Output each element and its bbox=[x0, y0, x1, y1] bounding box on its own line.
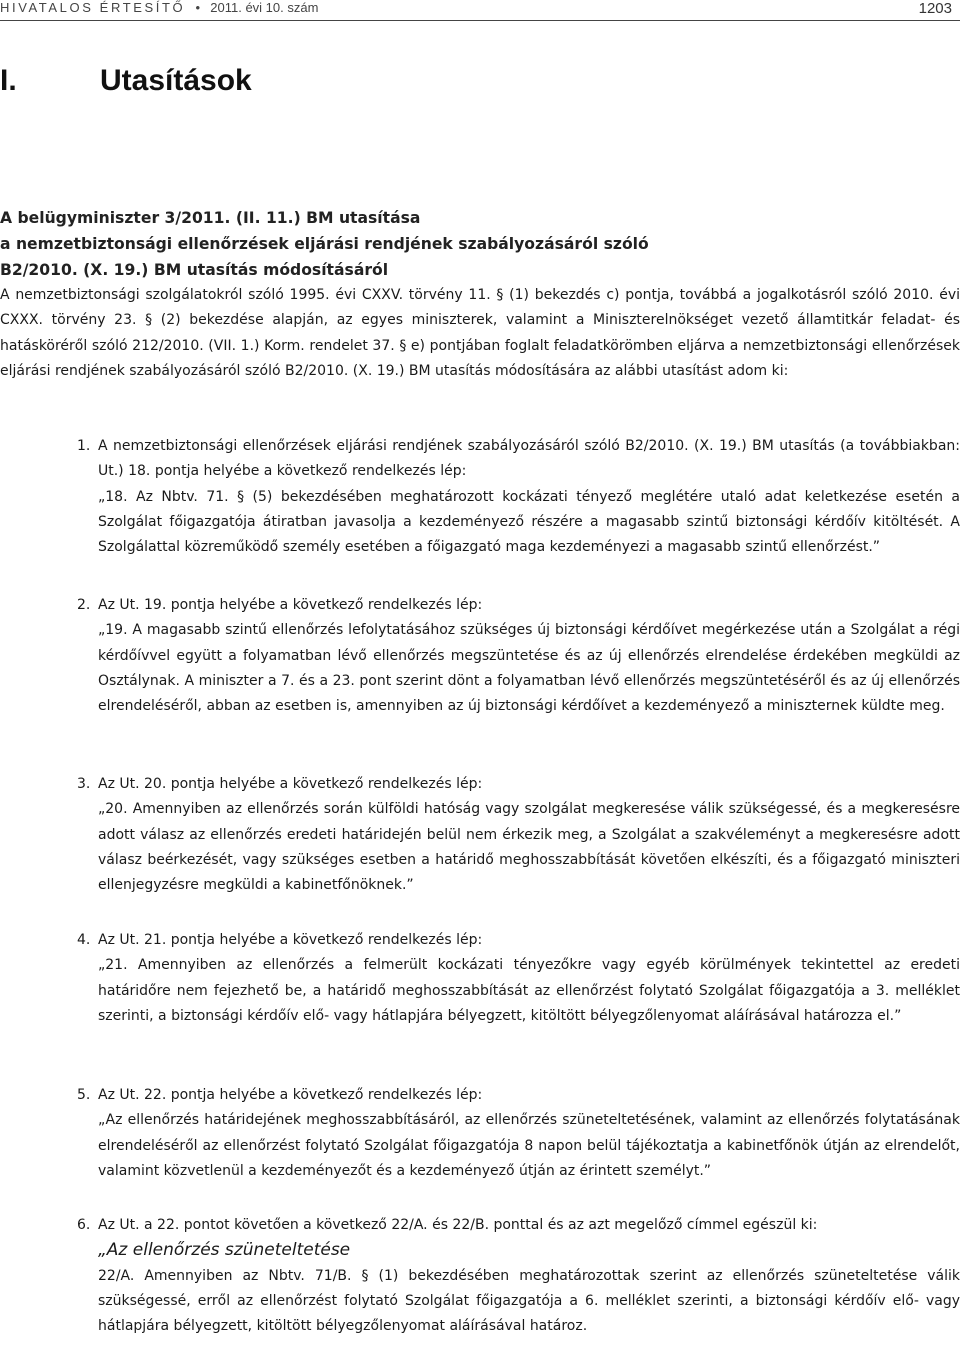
list-item-5 bbox=[0, 1083, 960, 1184]
list-item-3 bbox=[0, 772, 960, 898]
header-bullet: • bbox=[195, 0, 201, 15]
header-rule bbox=[0, 20, 960, 21]
item-quote: „Az ellenőrzés határidejének meghosszabbításáról, az ellenőrzés szüneteltetésének, valamint az ellenőrzés folytatásának elrendeléséről az ellenőrzést folytató Szolgálat főigazgatója 8 napon belül tájékoztatja a kabinetfőnök útján az elrendelőt, valamint közvetlenül a kezdeményezőt és a kezdeményező útján az érintett személyt.” bbox=[98, 1112, 960, 1179]
section-heading bbox=[0, 60, 400, 102]
section-number: I. bbox=[0, 64, 17, 97]
list-item-1 bbox=[0, 434, 960, 560]
list-item-6 bbox=[0, 1213, 960, 1339]
item-quote: 22/A. Amennyiben az Nbtv. 71/B. § (1) bekezdésében meghatározottak szerint az ellenőrzés szüneteltetése válik szükségessé, erről az ellenőrzést folytató Szolgálat főigazgatója a 6. melléklet szerinti, a biztonsági kérdőív elő- vagy hátlapjára bélyegzett, kitöltött bélyegzőlenyomat aláírásával határoz. bbox=[98, 1267, 960, 1335]
item-number: 2. bbox=[77, 597, 91, 613]
item-number: 3. bbox=[77, 776, 91, 792]
item-intro: A nemzetbiztonsági ellenőrzések eljárási rendjének szabályozásáról szóló B2/2010. (X. 19.) BM utasítás (a továbbiakban: Ut.) 18. pontja helyébe a következő rendelkezés lép: bbox=[98, 438, 960, 480]
item-quote: „21. Amennyiben az ellenőrzés a felmerült kockázati tényezőkre vagy egyéb körülmények tekintettel az eredeti határidőre nem fejezhető be, a határidő meghosszabbítását az ellenőrzést folytató Szolgálat főigazgatója a 3. melléklet szerinti, a biztonsági kérdőív elő- vagy hátlapjára bélyegzett, kitöltött bélyegzőlenyomat aláírásával határozza el.” bbox=[98, 957, 960, 1024]
list-item-4 bbox=[0, 928, 960, 1029]
item-content bbox=[98, 772, 960, 898]
title-line-3: B2/2010. (X. 19.) BM utasítás módosításáról bbox=[0, 261, 389, 279]
document-title bbox=[0, 205, 960, 283]
item-quote: „19. A magasabb szintű ellenőrzés lefolytatásához szükséges új biztonsági kérdőívet megérkezése után a Szolgálat a régi kérdőívvel együtt a folyamatban lévő ellenőrzés megszüntetése és az új ellenőrzés elrendelése érdekében megküldi az Osztálynak. A miniszter a 7. és a 23. pont szerint dönt a folyamatban lévő ellenőrzés megszüntetéséről és az új ellenőrzés elrendeléséről, abban az esetben is, amennyiben az új biztonsági kérdőívet a kezdeményező a miniszternek küldte meg. bbox=[98, 622, 960, 715]
item-content bbox=[98, 593, 960, 719]
item-quote: „20. Amennyiben az ellenőrzés során külföldi hatóság vagy szolgálat megkeresése válik szükségessé, és a megkeresésre adott válasz az ellenőrzés eredeti határidején belül nem érkezik meg, a Szolgálat a szakvéleményt a megkeresésre adott válasz beérkezését, vagy szükséges esetben a határidő meghosszabbítását követően elkészíti, és a főigazgató miniszteri ellenjegyzésre megküldi a kabinetfőnöknek.” bbox=[98, 801, 960, 894]
item-content bbox=[98, 1083, 960, 1184]
title-line-2: a nemzetbiztonsági ellenőrzések eljárási rendjének szabályozásáról szóló bbox=[0, 235, 649, 253]
issue-label: 2011. évi 10. szám bbox=[210, 0, 319, 15]
item-number: 1. bbox=[77, 438, 91, 454]
header-title bbox=[0, 0, 318, 15]
list-item-2 bbox=[0, 593, 960, 719]
item-intro: Az Ut. 19. pontja helyébe a következő rendelkezés lép: bbox=[98, 597, 483, 613]
item-intro: Az Ut. a 22. pontot követően a következő 22/A. és 22/B. ponttal és az azt megelőző címmel egészül ki: bbox=[98, 1217, 818, 1233]
item-number: 4. bbox=[77, 932, 91, 948]
item-subtitle: „Az ellenőrzés szüneteltetése bbox=[98, 1240, 351, 1261]
publication-name: HIVATALOS ÉRTESÍTŐ bbox=[0, 0, 186, 15]
preamble-text: A nemzetbiztonsági szolgálatokról szóló 1995. évi CXXV. törvény 11. § (1) bekezdés c) pontja, továbbá a jogalkotásról szóló 2010. évi CXXX. törvény 23. § (2) bekezdése alapján, az egyes miniszterek, valamint a Miniszterelnökséget vezető államtitkár feladat- és hatásköréről szóló 212/2010. (VII. 1.) Korm. rendelet 37. § e) pontjában foglalt feladatkörömben eljárva a nemzetbiztonsági ellenőrzések eljárási rendjének szabályozásáról szóló B2/2010. (X. 19.) BM utasítás módosítására az alábbi utasítást adom ki: bbox=[0, 287, 960, 379]
item-intro: Az Ut. 21. pontja helyébe a következő rendelkezés lép: bbox=[98, 932, 483, 948]
item-number: 6. bbox=[77, 1217, 91, 1233]
item-quote: „18. Az Nbtv. 71. § (5) bekezdésében meghatározott kockázati tényező meglétére utaló adat keletkezése esetén a Szolgálat főigazgatója átiratban javasolja a kezdeményező részére a magasabb szintű biztonsági kérdőív kitöltését. A Szolgálattal közreműködő személy esetében a főigazgató maga kezdeményezi a magasabb szintű ellenőrzést.” bbox=[98, 488, 960, 556]
title-line-1: A belügyminiszter 3/2011. (II. 11.) BM utasítása bbox=[0, 209, 421, 227]
page-number: 1203 bbox=[918, 0, 952, 17]
item-intro: Az Ut. 22. pontja helyébe a következő rendelkezés lép: bbox=[98, 1087, 483, 1103]
section-title: Utasítások bbox=[100, 64, 252, 97]
item-number: 5. bbox=[77, 1087, 91, 1103]
running-header bbox=[0, 0, 960, 22]
item-content bbox=[98, 434, 960, 560]
item-content bbox=[98, 1213, 960, 1339]
item-intro: Az Ut. 20. pontja helyébe a következő rendelkezés lép: bbox=[98, 776, 483, 792]
preamble bbox=[0, 283, 960, 384]
item-content bbox=[98, 928, 960, 1029]
